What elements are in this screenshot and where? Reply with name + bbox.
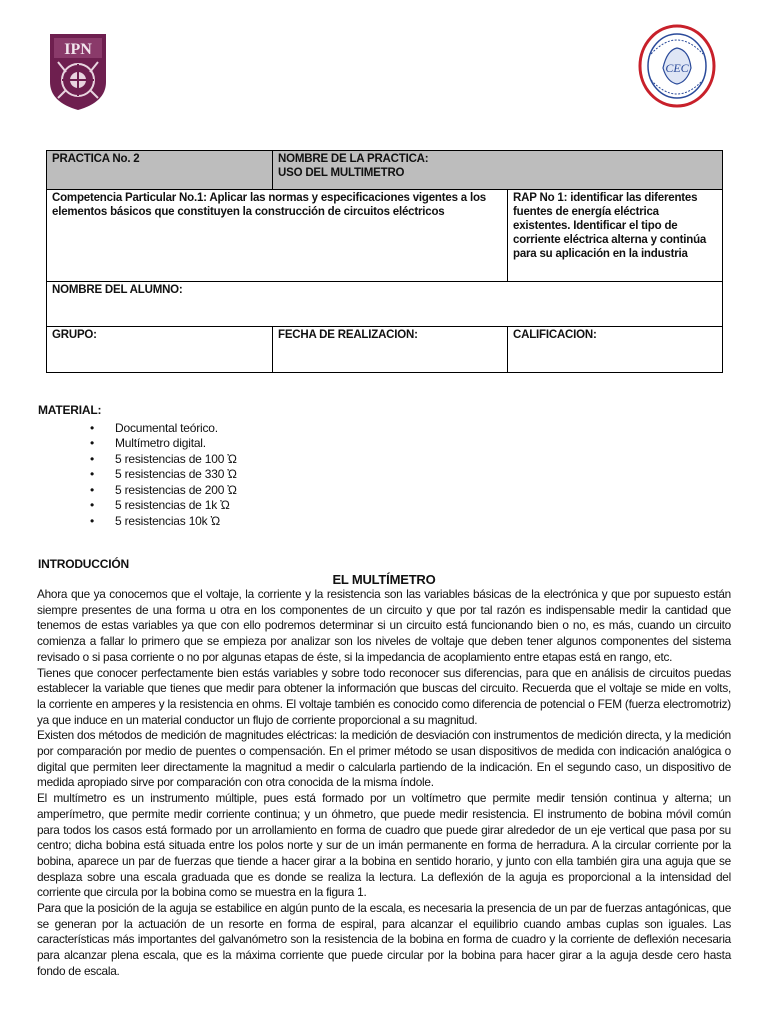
cecyt-seal-logo (637, 24, 717, 108)
competencia-cell (47, 190, 508, 282)
list-item: • 5 resistencias de 1k Ὠ (38, 498, 237, 514)
intro-body (37, 587, 731, 980)
group-cell (47, 327, 273, 373)
multimeter-title: EL MULTÍMETRO (332, 572, 436, 587)
svg-text:CEC: CEC (665, 61, 689, 75)
practice-name-value: USO DEL MULTIMETRO (278, 167, 405, 179)
paragraph: Existen dos métodos de medición de magnitudes eléctricas: la medición de desviación con instrumentos de medición directa, y la medición por comparación por medio de puentes o compensación. En el primer método se usan dispositivos de medida con indicación analógica o digital que permiten leer directamente la magnitud a medir o calcularla partiendo de la indicación. En el segundo caso, un dispositivo de medida apropiado sirve por comparación con otra conocida de la misma índole. (37, 728, 731, 790)
student-name-cell (47, 282, 723, 327)
ipn-logo (44, 28, 112, 112)
svg-text:IPN: IPN (64, 41, 92, 58)
practice-number-cell (47, 151, 273, 190)
group-label: GRUPO: (52, 329, 97, 341)
practice-name-cell (273, 151, 723, 190)
practice-name-label: NOMBRE DE LA PRACTICA: (278, 153, 429, 165)
date-label: FECHA DE REALIZACION: (278, 329, 418, 341)
paragraph: Tienes que conocer perfectamente bien estás variables y sobre todo reconocer sus diferencias, para que en análisis de circuitos puedas establecer la variable que tienes que medir para obtener la información que buscas del circuito. Recuerda que el voltaje se mide en volts, la corriente en amperes y la resistencia en ohms. El voltaje también es conocido como diferencia de potencial o FEM (fuerza electromotriz) ya que induce en un material conductor un flujo de corriente proporcional a su magnitud. (37, 665, 731, 727)
list-item: • Multímetro digital. (38, 436, 237, 452)
list-item: • 5 resistencias 10k Ὠ (38, 514, 237, 530)
material-section (38, 403, 237, 529)
practice-number: PRACTICA No. 2 (52, 153, 140, 165)
rap-cell (508, 190, 723, 282)
material-title: MATERIAL: (38, 403, 102, 417)
list-item: • 5 resistencias de 200 Ὠ (38, 483, 237, 499)
paragraph: Para que la posición de la aguja se estabilice en algún punto de la escala, es necesaria la presencia de un par de fuerzas antagónicas, que se generan por la actuación de un resorte en forma de espiral, para alcanzar el equilibrio cuando ambas cuplas son iguales. Las características más importantes del galvanómetro son la resistencia de la bobina en forma de cuadro y la corriente de deflexión necesaria para alcanzar plena escala, que es la máxima corriente que puede circular por la bobina para hacer girar a la aguja desde cero hasta fondo de escala. (37, 901, 731, 978)
paragraph: El multímetro es un instrumento múltiple, pues está formado por un voltímetro que permite medir tensión continua y alterna; un amperímetro, que permite medir corriente continua; y un óhmetro, que puede medir resistencia. El instrumento de bobina móvil común para todos los casos está formado por un arrollamiento en forma de cuadro que puede girar alrededor de un eje vertical que pasa por su centro; dicha bobina está situada entre los polos norte y sur de un imán permanente en forma de herradura. A la circular corriente por la bobina, aparece un par de fuerzas que tiende a hacer girar a la bobina en sentido horario, y junto con ella también gira una aguja que se desplaza sobre una escala graduada que es donde se realiza la lectura. La deflexión de la aguja es proporcional a la intensidad del corriente que circula por la bobina como se muestra en la figura 1. (37, 791, 731, 900)
grade-label: CALIFICACION: (513, 329, 597, 341)
rap-text: RAP No 1: identificar las diferentes fuentes de energía eléctrica existentes. Identificar el tipo de corriente eléctrica alterna y continúa para su aplicación en la industria (513, 192, 707, 260)
date-cell (273, 327, 508, 373)
list-item: • 5 resistencias de 100 Ὠ (38, 452, 237, 468)
list-item: • Documental teórico. (38, 421, 237, 437)
competencia-text: Competencia Particular No.1: Aplicar las normas y especificaciones vigentes a los elementos básicos que constituyen la construcción de circuitos eléctricos (52, 192, 486, 218)
paragraph: Ahora que ya conocemos que el voltaje, la corriente y la resistencia son las variables básicas de la electrónica y que por supuesto están siempre presentes de una forma u otra en los componentes de un circuito y que por tal razón es indispensable medir la cantidad que tenemos de estas variables ya que con ello podremos determinar si un circuito está funcionando bien o no, es más, cuando un circuito comienza a fallar lo primero que se empieza por analizar son los niveles de voltaje que deben tener algunos componentes del sistema revisado o si pasa corriente o no por algunas etapas de éste, si la impedancia de acoplamiento entre etapas está en rango, etc. (37, 587, 731, 664)
student-name-label: NOMBRE DEL ALUMNO: (52, 284, 183, 296)
list-item: • 5 resistencias de 330 Ὠ (38, 467, 237, 483)
intro-heading: INTRODUCCIÓN (38, 557, 129, 571)
material-list (38, 421, 237, 530)
grade-cell (508, 327, 723, 373)
practice-header-table (46, 150, 723, 373)
